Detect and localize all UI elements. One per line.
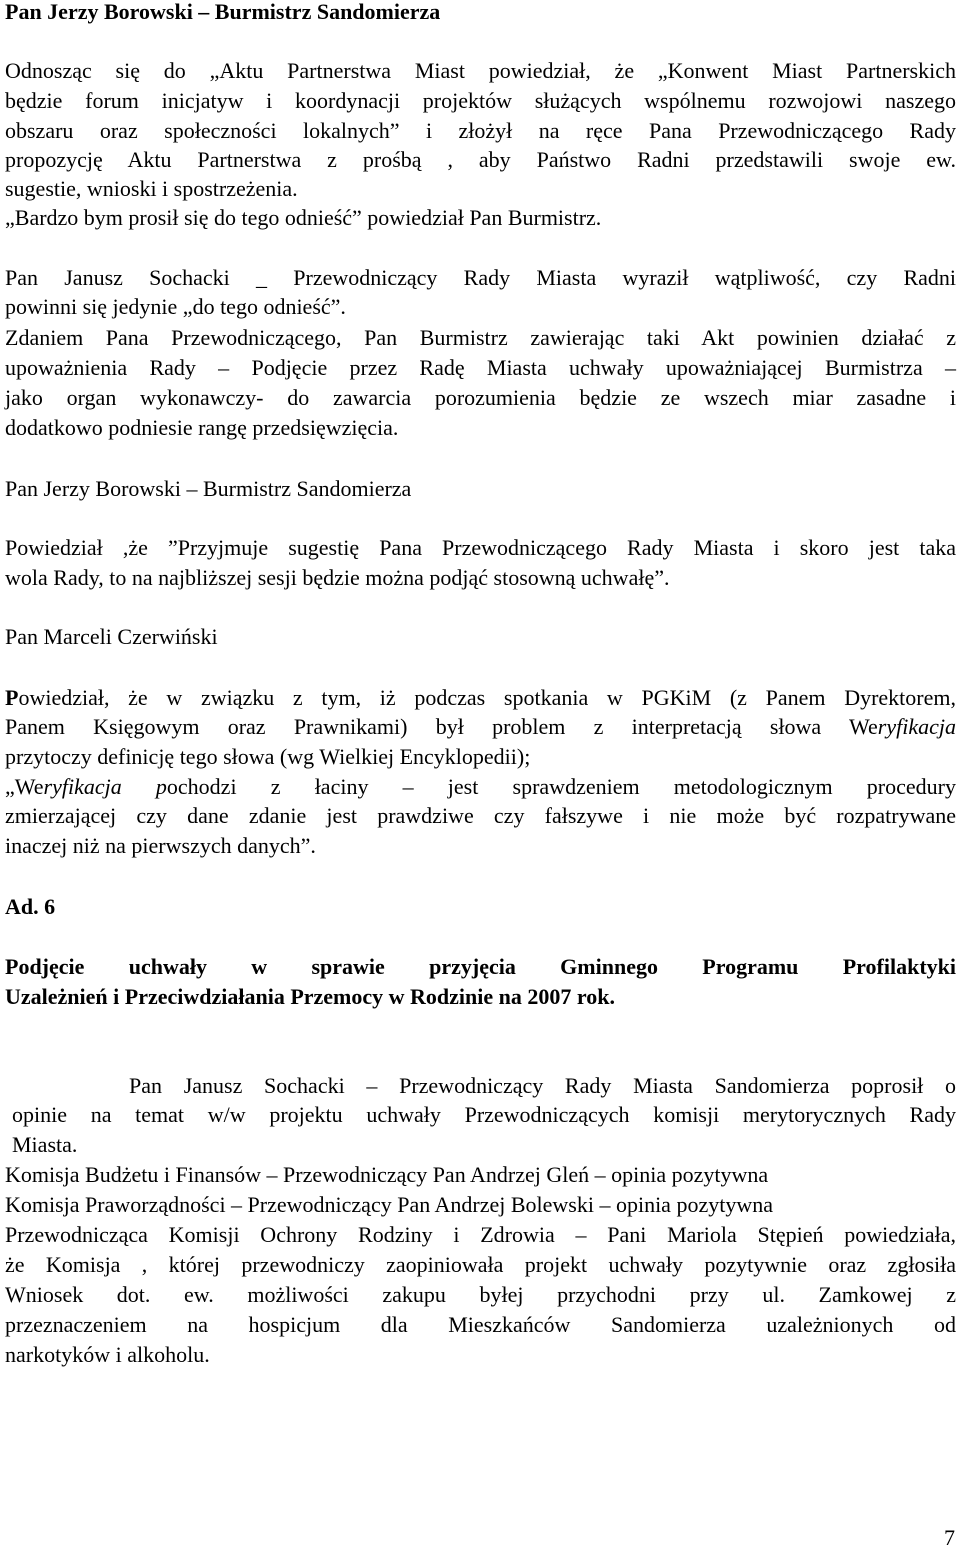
text-line: przeznaczeniem na hospicjum dla Mieszkańców Sandomierza uzależnionych od [5,1312,956,1337]
text-line: wola Rady, to na najbliższej sesji będzie można podjąć stosowną uchwałę”. [5,565,670,590]
text-line: że Komisja , której przewodniczy zaopiniowała projekt uchwały pozytywnie oraz zgłosiła [5,1252,956,1277]
text-line: Panem Księgowym oraz Prawnikami) był problem z interpretacją słowa Weryfikacja [5,714,956,739]
text-line: upoważnienia Rady – Podjęcie przez Radę Miasta uchwały upoważniającej Burmistrza – [5,355,956,380]
speaker-heading: Pan Jerzy Borowski – Burmistrz Sandomierza [5,0,441,24]
text-line: Przewodnicząca Komisji Ochrony Rodziny i Zdrowia – Pani Mariola Stępień powiedziała, [5,1222,956,1247]
speaker-heading: Pan Marceli Czerwiński [5,624,218,649]
resolution-title-line: Uzależnień i Przeciwdziałania Przemocy w Rodzinie na 2007 rok. [5,984,615,1009]
resolution-title-line: Podjęcie uchwały w sprawie przyjęcia Gminnego Programu Profilaktyki [5,954,956,979]
text-line: będzie forum inicjatyw i koordynacji projektów służących wspólnemu rozwojowi naszego [5,88,956,113]
italic-term: ryfikacja [877,714,956,739]
text-line: obszaru oraz społeczności lokalnych” i złożył na ręce Pana Przewodniczącego Rady [5,118,956,143]
text-line: Pan Janusz Sochacki – Przewodniczący Rady Miasta Sandomierza poprosił o [129,1073,956,1098]
text-line: Powiedział ,że ”Przyjmuje sugestię Pana Przewodniczącego Rady Miasta i skoro jest taka [5,535,956,560]
page-number: 7 [944,1525,955,1550]
italic-term: ryfikacja p [43,774,167,799]
text-line: Zdaniem Pana Przewodniczącego, Pan Burmistrz zawierając taki Akt powinien działać z [5,325,956,350]
text-line: Komisja Praworządności – Przewodniczący Pan Andrzej Bolewski – opinia pozytywna [5,1192,773,1217]
text-line: propozycję Aktu Partnerstwa z prośbą , aby Państwo Radni przedstawili swoje ew. [5,147,956,172]
text-line: opinie na temat w/w projektu uchwały Przewodniczących komisji merytorycznych Rady [12,1102,956,1127]
text-line: jako organ wykonawczy- do zawarcia porozumienia będzie ze wszech miar zasadne i [5,385,956,410]
text-line: Wniosek dot. ew. możliwości zakupu byłej przychodni przy ul. Zamkowej z [5,1282,956,1307]
text-line: sugestie, wnioski i spostrzeżenia. [5,176,298,201]
speaker-heading: Pan Jerzy Borowski – Burmistrz Sandomierza [5,476,412,501]
text-line: narkotyków i alkoholu. [5,1342,210,1367]
text-line: „Bardzo bym prosił się do tego odnieść” powiedział Pan Burmistrz. [5,205,602,230]
text-line: dodatkowo podniesie rangę przedsięwzięcia. [5,415,399,440]
text-line: „Weryfikacja pochodzi z łaciny – jest sprawdzeniem metodologicznym procedury [5,774,956,799]
text-line: powinni się jedynie „do tego odnieść”. [5,294,346,319]
text-line: Odnosząc się do „Aktu Partnerstwa Miast powiedział, że „Konwent Miast Partnerskich [5,58,956,83]
text-line: zmierzającej czy dane zdanie jest prawdziwe czy fałszywe i nie może być rozpatrywane [5,803,956,828]
text-line: Pan Janusz Sochacki _ Przewodniczący Rady Miasta wyraził wątpliwość, czy Radni [5,265,956,290]
text-line: Komisja Budżetu i Finansów – Przewodniczący Pan Andrzej Gleń – opinia pozytywna [5,1162,769,1187]
text-line: Powiedział, że w związku z tym, iż podczas spotkania w PGKiM (z Panem Dyrektorem, [5,685,956,710]
text-line: inaczej niż na pierwszych danych”. [5,833,316,858]
text-line: Miasta. [12,1132,78,1157]
drop-initial: P [5,685,19,710]
text-line: przytoczy definicję tego słowa (wg Wielkiej Encyklopedii); [5,744,531,769]
agenda-item-label: Ad. 6 [5,894,56,919]
